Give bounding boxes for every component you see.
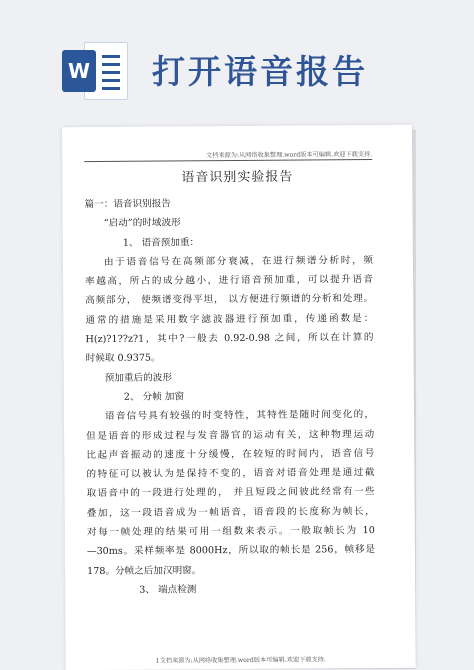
body-line: 预加重后的波形 <box>104 372 172 384</box>
banner <box>0 0 474 118</box>
body-line: 但是语音的形成过程与发音器官的运动有关，这种物理运动 <box>86 428 375 442</box>
banner-title: 打开语音报告 <box>152 52 368 91</box>
body-line: 1、 语音预加重： <box>122 236 200 249</box>
header-divider <box>84 159 372 162</box>
body-line: 3、 端点检测 <box>139 584 197 596</box>
word-letter-glyph <box>66 60 92 82</box>
body-line: 篇一：语音识别报告 <box>84 198 171 211</box>
body-line: 叠加，这一段语音成为一帧语音，语音段的长度称为帧长， <box>86 505 375 519</box>
body-line: 由于语音信号在高频部分衰减，在进行频谱分析时，频 <box>103 254 373 268</box>
body-line: “启动”的时域波形 <box>103 217 181 230</box>
word-icon-badge <box>62 50 96 92</box>
page-header-note: 文档来源为:从网络收集整理.word版本可编辑.欢迎下载支持. <box>205 151 373 160</box>
document-title: 语音识别实验报告 <box>181 169 294 186</box>
svg-text:W: W <box>67 60 91 82</box>
body-line: —30ms。采样频率是 8000Hz，所以取的帧长是 256，帧移是 <box>86 544 376 558</box>
document-body <box>84 193 375 600</box>
body-line: 2、 分帧 加窗 <box>123 391 185 403</box>
page-footer-note: 1文档来源为:从网络收集整理.word版本可编辑.欢迎下载支持. <box>155 656 326 665</box>
body-line: 对每一帧处理的结果可用一组数来表示。一般取帧长为 10 <box>86 525 375 539</box>
body-line: 取语音中的一段进行处理的， 并且短段之间彼此经常有一些 <box>86 486 375 500</box>
body-line: 率越高，所占的成分越小，进行语音预加重，可以提升语音 <box>85 274 374 288</box>
body-line: 时候取 0.9375。 <box>85 352 161 365</box>
body-line: H(z)?1??z?1，其中?一般去 0.92-0.98 之间，所以在计算的 <box>85 332 374 346</box>
body-line: 通常的措施是采用数字滤波器进行预加重，传递函数是： <box>85 312 374 326</box>
body-line: 的特征可以被认为是保持不变的，语音对语音处理是通过截 <box>86 467 375 481</box>
word-icon <box>62 40 128 102</box>
body-line: 比起声音振动的速度十分缓慢，在较短的时间内，语音信号 <box>86 447 375 461</box>
body-line: 178。分帧之后加汉明窗。 <box>87 564 202 577</box>
body-line: 高频部分， 使频谱变得平坦， 以方便进行频谱的分析和处理。 <box>85 293 374 307</box>
body-line: 语音信号具有较强的时变特性，其特性是随时间变化的， <box>104 409 375 423</box>
document-page <box>62 125 416 670</box>
